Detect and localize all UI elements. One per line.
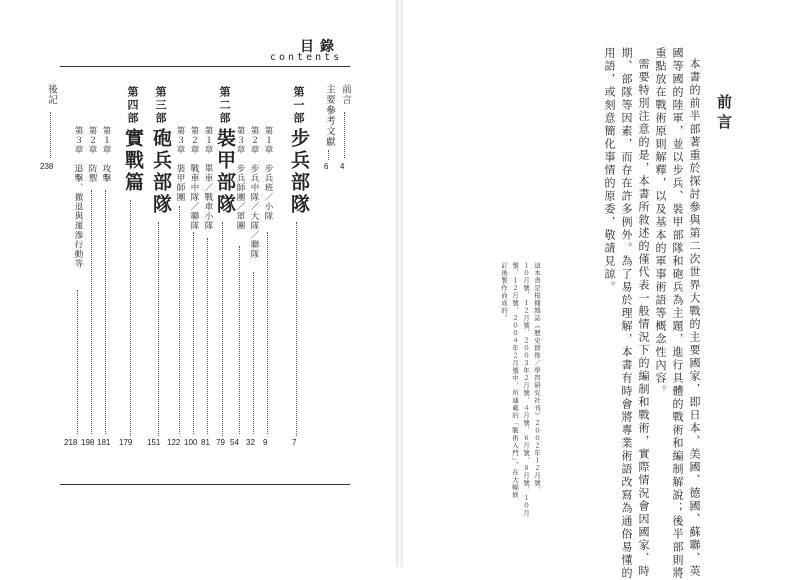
chapter-number: 第２章 (87, 126, 97, 155)
toc-page-number: 179 (119, 438, 133, 447)
toc-entry-references: 主要參考文獻 (324, 84, 335, 147)
toc-leader (158, 222, 159, 436)
chapter-title: 步兵班／小隊 (263, 164, 273, 221)
chapter-title: 步兵中隊／大隊／聯隊 (249, 164, 259, 259)
chapter-number: 第２章 (189, 126, 199, 155)
toc-page-number: 238 (40, 162, 54, 171)
preface-line: 國等國的陸軍，並以步兵、裝甲部隊和砲兵為主題，進行具體的戰術和編制解說；後半部則將 (671, 47, 684, 580)
toc-page-number: 7 (292, 438, 297, 447)
toc-entry-preface: 前言 (340, 84, 351, 105)
editorial-note-line: 訂後製作而成的。 (500, 262, 508, 322)
toc-page-number: 6 (324, 162, 329, 171)
preface-heading: 前言 (715, 94, 733, 134)
part-label: 第二部 (218, 86, 231, 125)
chapter-title: 步兵師團／軍團 (235, 164, 245, 231)
toc-leader (253, 272, 254, 434)
toc-leader (130, 200, 131, 436)
chapter-title: 防禦 (87, 164, 97, 183)
toc-page-number: 81 (201, 438, 210, 447)
toc-leader (207, 238, 208, 434)
toc-page-number: 9 (263, 438, 268, 447)
preface-line: 重點放在戰術原則解釋，以及基本的軍事術語等概念性內容。 (654, 47, 667, 398)
toc-leader (344, 112, 345, 158)
part-title: 實戰篇 (122, 128, 144, 194)
toc-leader (222, 222, 223, 436)
toc-leader (179, 206, 180, 434)
toc-leader (239, 246, 240, 434)
preface-line: 需要特別注意的是，本書所敘述的僅代表一般情況下的編制和戰術，實際情況會因國家、時 (637, 58, 650, 578)
toc-page-number: 54 (230, 438, 239, 447)
part-label: 第一部 (292, 86, 305, 125)
toc-leader (328, 150, 329, 160)
toc-page (0, 0, 396, 567)
chapter-number: 第３章 (235, 126, 245, 155)
toc-page-number: 198 (81, 438, 95, 447)
chapter-title: 攻擊 (101, 164, 111, 183)
preface-page (403, 0, 799, 580)
toc-leader (77, 290, 78, 434)
toc-leader (50, 112, 51, 158)
toc-page-number: 4 (340, 162, 345, 171)
chapter-number: 第１章 (101, 126, 111, 155)
toc-page-number: 218 (64, 438, 78, 447)
toc-title: 目錄 (300, 39, 340, 55)
part-title: 砲兵部隊 (150, 128, 172, 216)
chapter-title: 戰車中隊／聯隊 (189, 164, 199, 231)
preface-line: 用語，或刻意簡化事情的原委，敬請見諒。 (603, 47, 616, 294)
editorial-note-line: 號、１２月號、２００４年２月號中，所連載的「戰術入門」，在大幅修 (511, 262, 519, 499)
toc-page-number: 122 (167, 438, 181, 447)
toc-page-number: 32 (246, 438, 255, 447)
chapter-title: 裝甲師團 (175, 164, 185, 202)
chapter-number: 第２章 (249, 126, 259, 155)
toc-leader (105, 190, 106, 434)
toc-page-number: 79 (216, 438, 225, 447)
toc-leader (193, 232, 194, 434)
toc-leader (296, 222, 297, 436)
part-title: 步兵部隊 (288, 128, 310, 216)
toc-leader (267, 232, 268, 434)
chapter-number: 第１章 (203, 126, 213, 155)
preface-line: 期、部隊等因素，而存在許多例外。為了易於理解，本書有時會將專業術語改寫為通俗易懂的 (620, 47, 633, 580)
part-label: 第三部 (154, 86, 167, 125)
toc-leader (91, 190, 92, 434)
toc-subtitle: contents (270, 52, 343, 63)
preface-line: 本書的前半部著重於探討參與第二次世界大戰的主要國家，即日本、美國、德國、蘇聯、英 (688, 58, 701, 578)
toc-bottom-rule (60, 484, 350, 485)
book-gutter (396, 0, 403, 567)
toc-entry-afterword: 後記 (46, 84, 57, 105)
chapter-number: 第１章 (263, 126, 273, 155)
chapter-title: 追擊、撤退與運滲行動等 (73, 164, 83, 269)
toc-page-number: 181 (97, 438, 111, 447)
toc-page-number: 100 (184, 438, 198, 447)
part-title: 裝甲部隊 (214, 128, 236, 216)
chapter-number: 第３章 (175, 126, 185, 155)
part-label: 第四部 (126, 86, 139, 125)
chapter-title: 單車／戰車小隊 (203, 164, 213, 231)
chapter-number: 第３章 (73, 126, 83, 155)
editorial-note-line: １０月號、１２月號、２００３年２月號、４月號、６月號、８月號、１０月 (522, 262, 530, 517)
toc-page-number: 151 (147, 438, 161, 447)
editorial-note-line: 這本書是根據雜誌《歷史群像／學習研究社刊》２００２年１２月號、 (533, 262, 541, 495)
toc-top-rule (60, 66, 350, 67)
